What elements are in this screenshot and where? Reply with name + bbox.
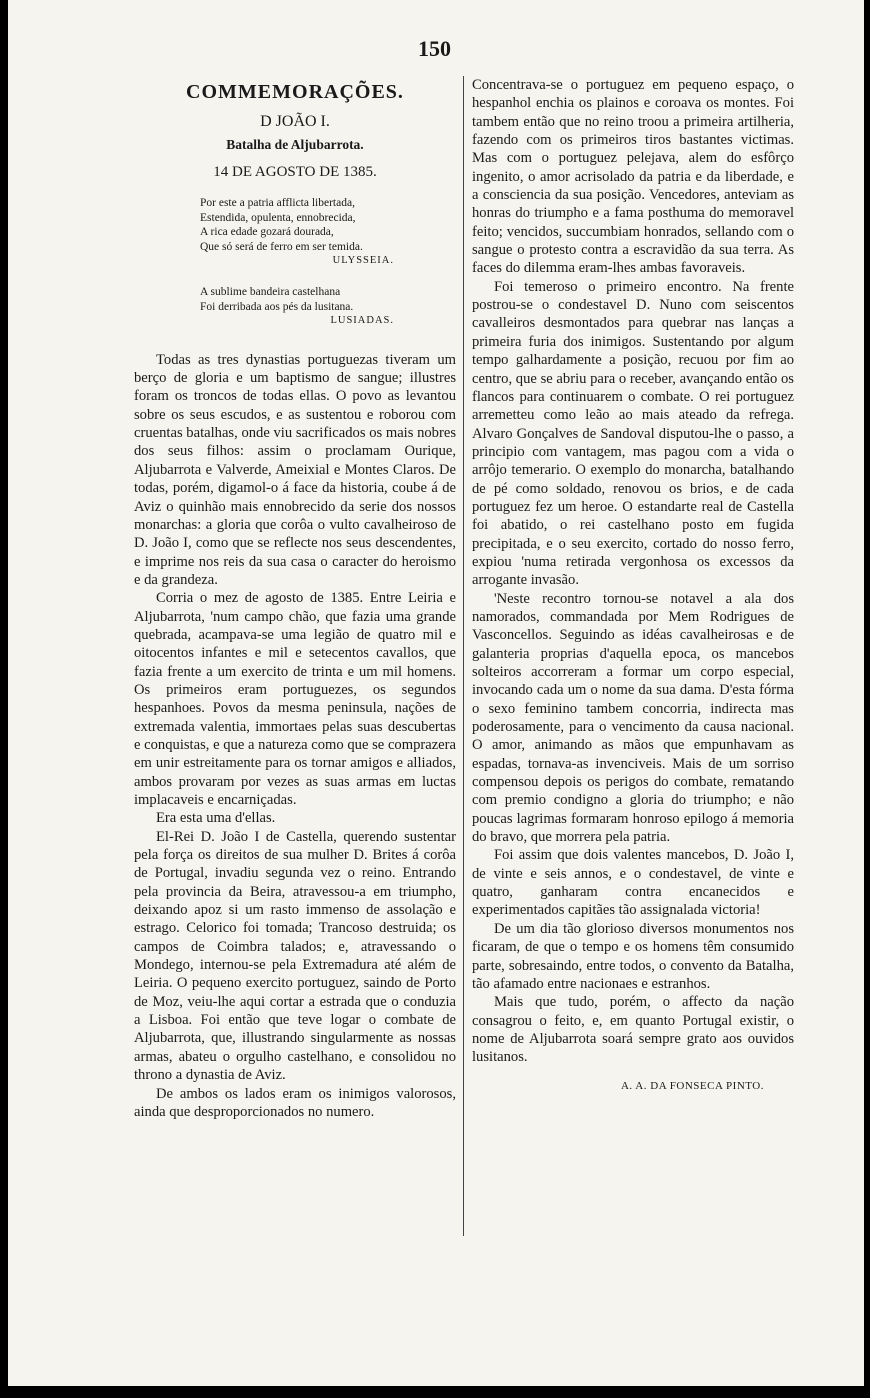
article-paragraph: Foi temeroso o primeiro encontro. Na frente postrou-se o condestavel D. Nuno com seiscentos cavalleiros desmontados para quebrar nas lanças a primeira furia dos inimigos. Sustentando por algum tempo galhardamente a posição, recuou por fim ao centro, que se abriu para o receber, avançando então os flancos para continuarem o combate. O rei portuguez arremetteu como leão ao mais ateado da refrega. Alvaro Gonçalves de Sandoval disputou-lhe o passo, a principio com vantagem, mas pagou com a vida o arrôjo temerario. O exemplo do monarcha, batalhando de pé como soldado, renovou os brios, e de cada portuguez fez um heroe. O estandarte real de Castella foi abatido, o rei castelhano posto em fugida precipitada, e o seu exercito, cortado do nosso ferro, expiou 'numa retirada vergonhosa os excessos da arrogante invasão. <box>472 278 794 589</box>
epigraph-line: Foi derribada aos pés da lusitana. <box>200 300 354 313</box>
epigraph-line: Por este a patria afflicta libertada, <box>200 197 355 209</box>
article-paragraph: Era esta uma d'ellas. <box>156 810 276 827</box>
battle-title: Batalha de Aljubarrota. <box>226 137 364 152</box>
epigraph-line: Estendida, opulenta, ennobrecida, <box>200 211 356 224</box>
article-paragraph: 'Neste recontro tornou-se notavel a ala dos namorados, commandada por Mem Rodrigues de Vasconcellos. Seguindo as idéas cavalheirosas e de galanteria proprias d'aquella epoca, os mancebos solteiros accorreram a formar um corpo especial, invocando cada um o nome da sua dama. D'esta fórma o sexo feminino tambem concorria, indirecta mas poderosamente, para o vencimento da causa nacional. O amor, animando as mãos que empunhavam as espadas, tornava-as invenciveis. Mais de um sorriso compensou depois os perigos do combate, rematando com premio condigno a gloria do triumpho; e não poucas lagrimas formaram honroso epilogo á memoria do bravo, que morrera pela patria. <box>472 590 794 846</box>
epigraph-line: Que só será de ferro em ser temida. <box>200 240 363 253</box>
article-paragraph: El-Rei D. João I de Castella, querendo sustentar pela força os direitos de sua mulher D. Brites á corôa de Portugal, invadiu segunda vez o reino. Entrando pela provincia da Beira, atravessou-a em triumpho, deixando apoz si um rasto immenso de assolação e estrago. Celorico foi tomada; Trancoso destruida; os campos de Coimbra talados; e, atravessando o Mondego, internou-se pela Extremadura até além de Leiria. O pequeno exercito portuguez, saindo de Porto de Moz, veiu-lhe aqui cortar a estrada que o conduzia a Lisboa. Foi então que teve logar o combate de Aljubarrota, que, illustrando singularmente as nossas armas, abateu o orgulho castelhano, e consolidou no throno a dynastia de Aviz. <box>134 828 456 1084</box>
battle-date: 14 DE AGOSTO DE 1385. <box>213 164 377 180</box>
epigraph-lusiadas <box>200 285 456 329</box>
author-signature: A. A. DA FONSECA PINTO. <box>620 1079 764 1092</box>
article-paragraph: Mais que tudo, porém, o affecto da nação consagrou o feito, e, em quanto Portugal existir, o nome de Aljubarrota soará sempre grato aos ouvidos lusitanos. <box>472 994 794 1066</box>
epigraph-source: ULYSSEIA. <box>332 255 394 267</box>
article-paragraph: De um dia tão glorioso diversos monumentos nos ficaram, de que o tempo e os homens têm consumido parte, sobresaindo, entre todos, o convento da Batalha, tão afamado entre nacionaes e estranhos. <box>472 920 794 992</box>
section-title: COMMEMORAÇÕES. <box>186 81 404 103</box>
article-paragraph: Concentrava-se o portuguez em pequeno espaço, o hespanhol enchia os plainos e coroava os montes. Foi tambem então que no reino troou a primeira artilheria, fazendo com os primeiros tiros bastantes victimas. Mas com o portuguez pelejava, alem do esfôrço ingenito, o amor acrisolado da patria e da liberdade, e a consciencia da sua posição. Vencedores, anteviam as honras do triumpho e a fama posthuma do memoravel feito; vencidos, succumbiam honrados, sellando com o sangue o protesto contra a escravidão da sua terra. As faces do dilemma eram-lhes ambas favoraveis. <box>472 77 794 277</box>
epigraph-line: A sublime bandeira castelhana <box>200 285 341 298</box>
article-paragraph: Todas as tres dynastias portuguezas tiveram um berço de gloria e um baptismo de sangue; illustres foram os troncos de todas ellas. O povo as levantou sobre os seus escudos, e as sustentou e roborou com cruentas batalhas, onde viu sacrificados os mais nobres dos seus filhos: assim o proclamam Ourique, Aljubarrota e Valverde, Ameixial e Montes Claros. De todas, porém, digamol-o á face da historia, coube á de Aviz o quinhão mais ennobrecido da serie dos nossos monarchas: a gloria que corôa o vulto cavalheiroso de D. João I, como que se reflecte nos seus descendentes, e imprime nos reis da sua casa o caracter do heroismo e da grandeza. <box>134 351 456 588</box>
page-number: 150 <box>418 36 451 61</box>
epigraph-source: LUSIADAS. <box>330 315 394 327</box>
newspaper-page <box>8 0 864 1386</box>
left-column <box>134 76 456 1121</box>
article-paragraph: De ambos os lados eram os inimigos valorosos, ainda que desproporcionados no numero. <box>134 1085 456 1120</box>
epigraph-line: A rica edade gozará dourada, <box>200 226 334 239</box>
article-paragraph: Corria o mez de agosto de 1385. Entre Leiria e Aljubarrota, 'num campo chão, que fazia uma grande quebrada, acampava-se uma legião de quatro mil e oitocentos infantes e mil e setecentos cavallos, que fazia frente a um exercito de trinta e um mil homens. Os primeiros eram portuguezes, os segundos hespanhoes. Povos da mesma peninsula, nações de extremada valentia, immortaes pelas suas descubertas e conquistas, e que a natureza como que se comprazera em unir estreitamente para os tornar amigos e alliados, ambos provaram por vezes as suas armas em luctas implacaveis e encarniçadas. <box>134 590 456 808</box>
article-paragraph: Foi assim que dois valentes mancebos, D. João I, de vinte e seis annos, e o condestavel, de vinte e quatro, ganharam contra encanecidos e experimentados capitães tão assignalada victoria! <box>472 847 794 919</box>
epigraph-ulysseia <box>200 196 456 269</box>
column-divider <box>463 76 464 1236</box>
king-title: D JOÃO I. <box>260 113 330 130</box>
right-column <box>472 76 794 1095</box>
